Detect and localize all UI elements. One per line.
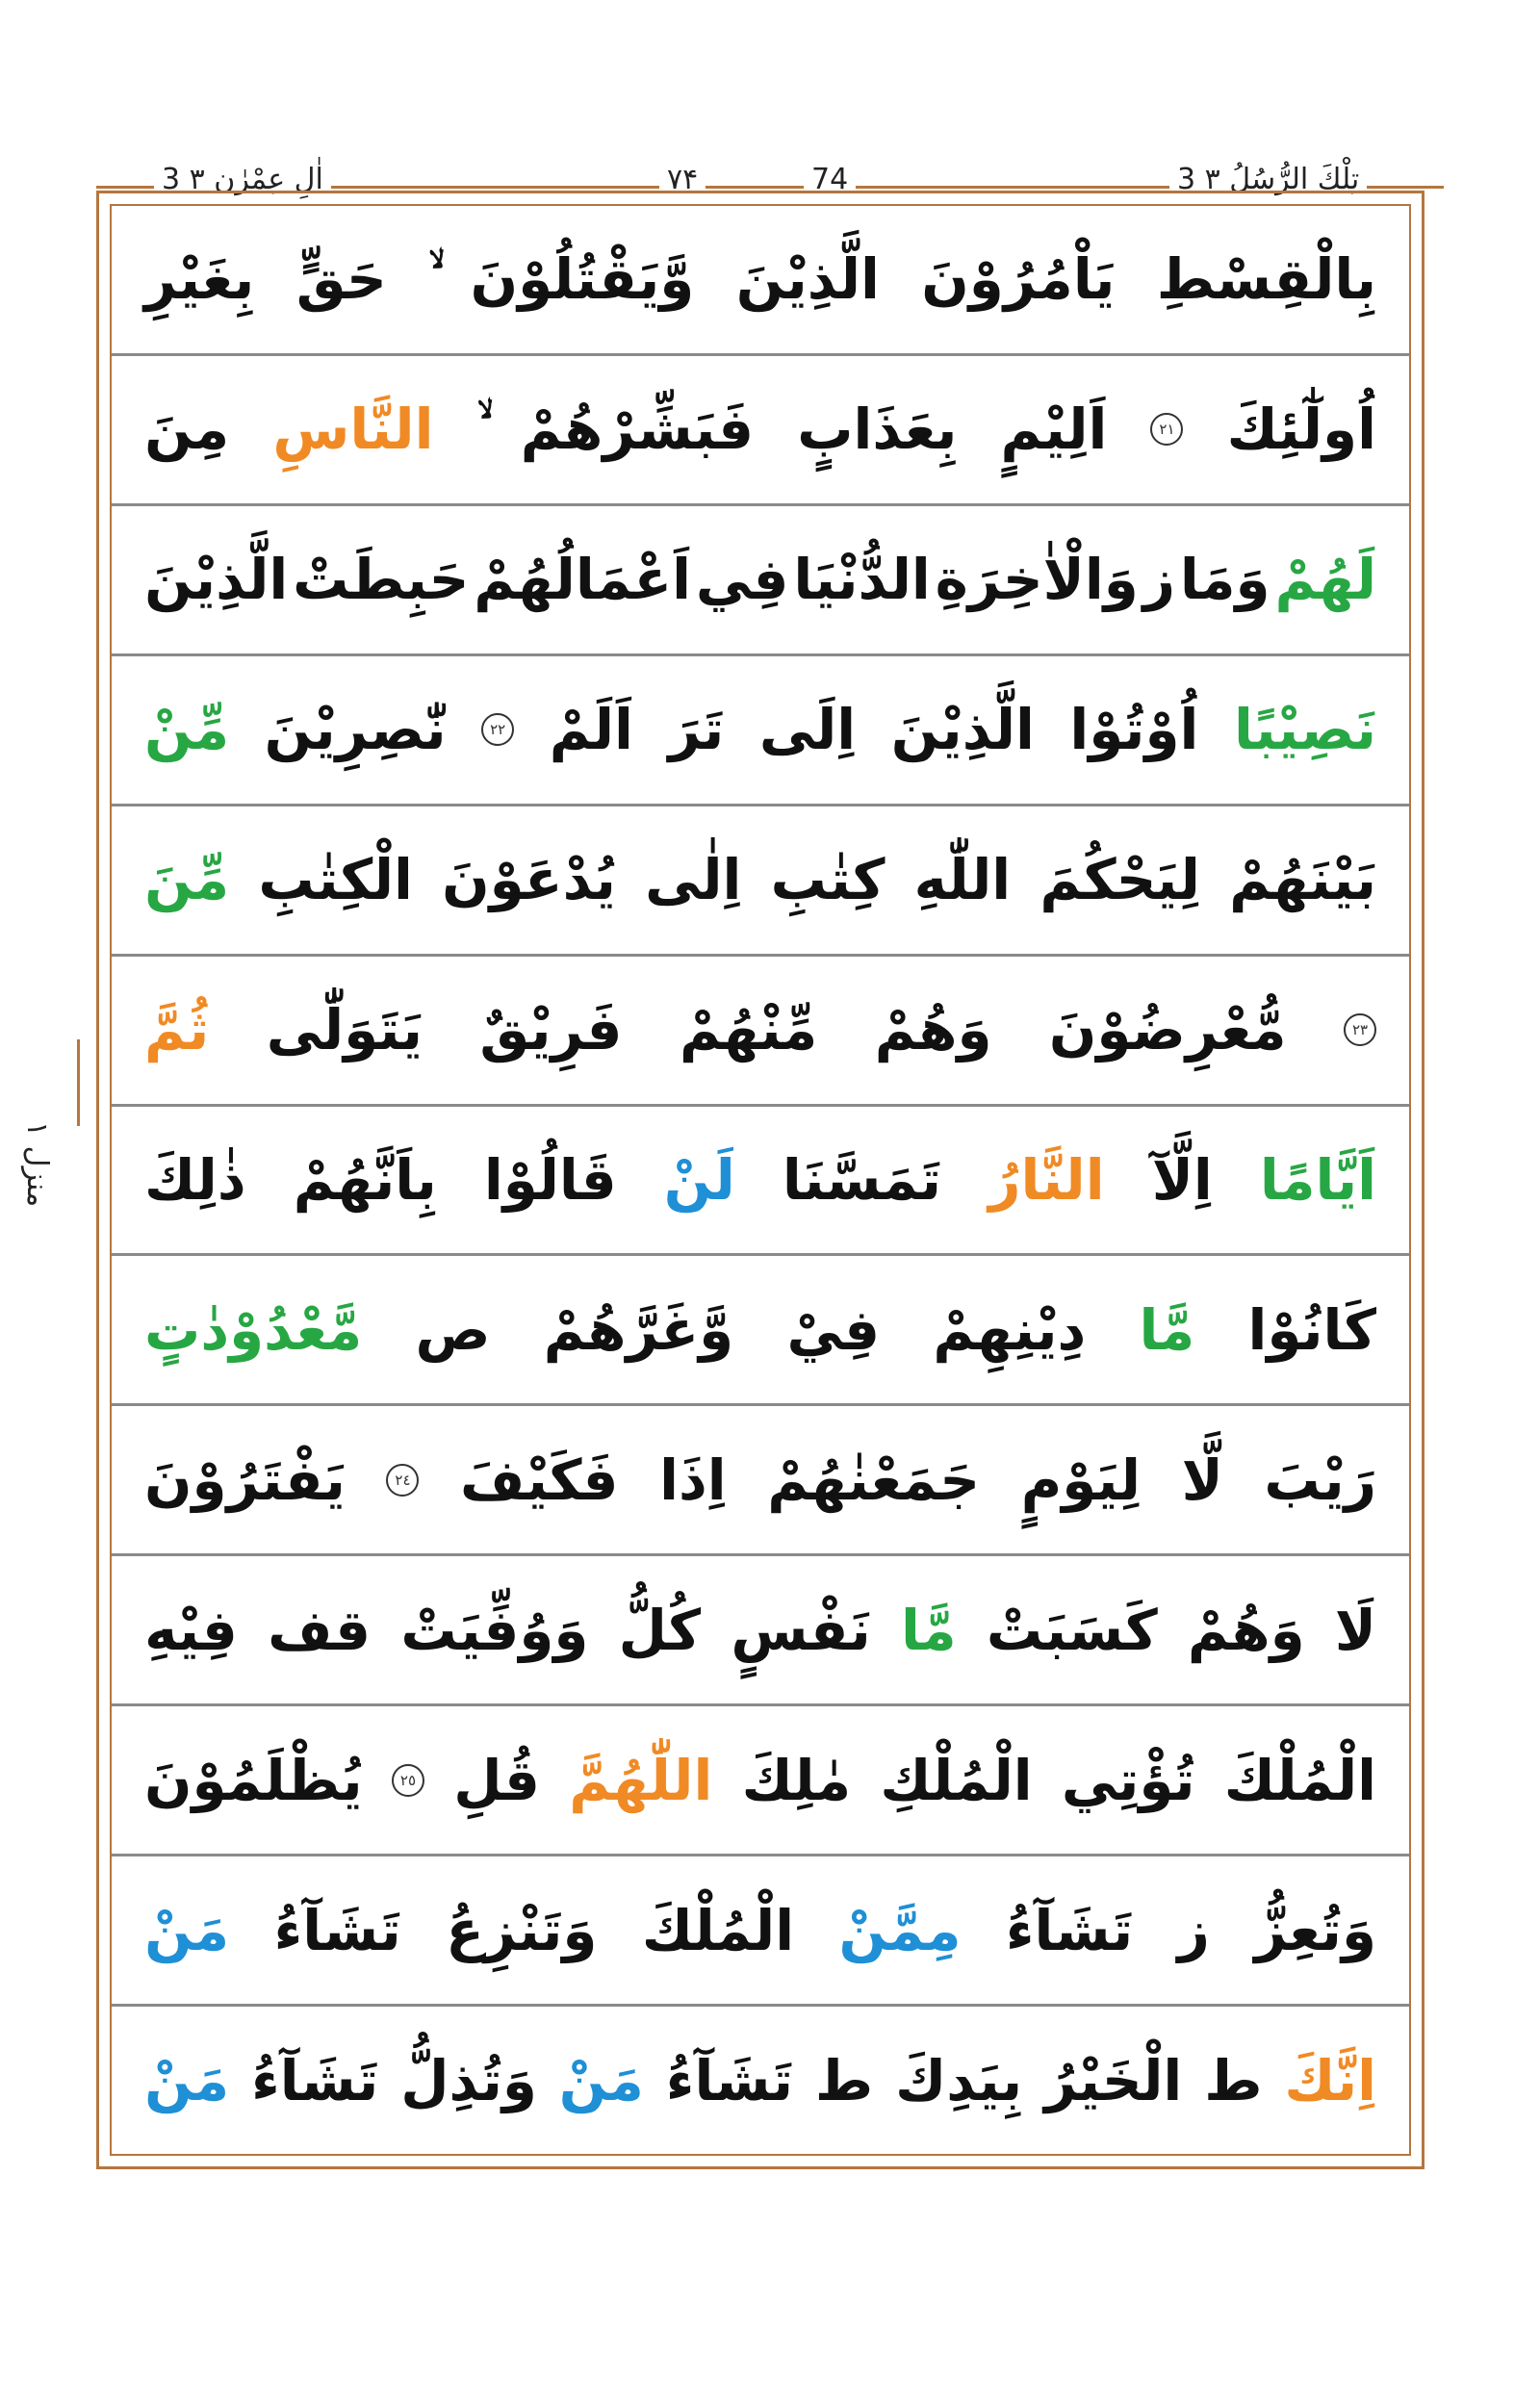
word: الدُّنْيَا	[793, 547, 931, 613]
word: ط	[814, 2047, 874, 2113]
word: الَّذِيْنَ	[735, 246, 880, 313]
word: وَالْاٰخِرَةِ	[935, 547, 1139, 613]
word: مٰلِكَ	[741, 1747, 852, 1813]
verse-lines	[112, 206, 1409, 2154]
word: فِيْهِ	[144, 1597, 238, 1663]
word: قَالُوْا	[483, 1146, 617, 1213]
word: ز	[1142, 547, 1176, 613]
word: وَهُمْ	[874, 997, 992, 1063]
word: كَسَبَتْ	[986, 1597, 1158, 1663]
word: مَنْ	[558, 2047, 644, 2113]
word: اِنَّكَ	[1284, 2047, 1376, 2113]
word: تَرَ	[668, 697, 725, 763]
word: تَشَآءُ	[665, 2047, 794, 2113]
verse-line	[112, 2007, 1409, 2154]
word: وَتُذِلُّ	[400, 2047, 537, 2113]
word: مَّا	[901, 1597, 957, 1663]
word: اِلٰى	[645, 847, 742, 913]
verse-line	[112, 506, 1409, 656]
word: لِيَوْمٍ	[1020, 1447, 1142, 1513]
ayah-number-marker: ٢١	[1150, 413, 1183, 446]
word: بِعَذَابٍ	[797, 397, 958, 463]
verse-line	[112, 1556, 1409, 1706]
word: مَنْ	[144, 2047, 230, 2113]
word: بِيَدِكَ	[895, 2047, 1023, 2113]
word: نَصِيْبًا	[1233, 697, 1376, 763]
word: تَشَآءُ	[273, 1897, 401, 1963]
word: لِيَحْكُمَ	[1040, 847, 1200, 913]
word: الْمُلْكَ	[641, 1897, 795, 1963]
word: فَكَيْفَ	[460, 1447, 619, 1513]
word: بِالْقِسْطِ	[1156, 246, 1376, 313]
word: تَشَآءُ	[251, 2047, 379, 2113]
word: اَيَّامًا	[1259, 1146, 1376, 1213]
word: النَّارُ	[988, 1146, 1105, 1213]
word: الَّذِيْنَ	[890, 697, 1035, 763]
word: مِّنْ	[144, 697, 230, 763]
word: الْمُلْكِ	[880, 1747, 1033, 1813]
word: بِغَيْرِ	[144, 246, 255, 313]
word: كَانُوْا	[1247, 1296, 1376, 1363]
word: اَعْمَالُهُمْ	[474, 547, 691, 613]
verse-line	[112, 1406, 1409, 1556]
word: حَقٍّ	[295, 246, 387, 313]
word: وَتَنْزِعُ	[446, 1897, 598, 1963]
word: حَبِطَتْ	[293, 547, 470, 613]
word: رَيْبَ	[1264, 1447, 1376, 1513]
word: اُوْتُوْا	[1069, 697, 1199, 763]
word: يَفْتَرُوْنَ	[144, 1447, 346, 1513]
word: وَهُمْ	[1187, 1597, 1305, 1663]
word: مَّا	[1139, 1296, 1195, 1363]
verse-line	[112, 1256, 1409, 1406]
manzil-label: منزل ١	[20, 1121, 54, 1208]
word: اللّٰهِ	[913, 847, 1012, 913]
word: كِتٰبِ	[770, 847, 886, 913]
word: يَاْمُرُوْنَ	[921, 246, 1116, 313]
word: كُلُّ	[618, 1597, 702, 1663]
word: تَشَآءُ	[1005, 1897, 1134, 1963]
ayah-number-marker: ٢٤	[386, 1464, 419, 1497]
word: تَمَسَّنَا	[782, 1146, 941, 1213]
word: لَهُمْ	[1274, 547, 1376, 613]
verse-line	[112, 806, 1409, 957]
ayah-number-marker: ٢٢	[481, 713, 514, 746]
word: وَوُفِّيَتْ	[400, 1597, 589, 1663]
ayah-number-marker: ٢٣	[1344, 1013, 1376, 1046]
word: مِّنَ	[144, 847, 230, 913]
word: مُّعْرِضُوْنَ	[1048, 997, 1287, 1063]
word: فَبَشِّرْهُمْ	[520, 397, 755, 463]
word: مِّنْهُمْ	[679, 997, 818, 1063]
word: ص	[415, 1296, 491, 1363]
word: اَلَمْ	[549, 697, 633, 763]
word: مَّعْدُوْدٰتٍ	[144, 1296, 363, 1363]
word: قف	[268, 1597, 372, 1663]
word: ز	[1177, 1897, 1210, 1963]
word: فِي	[695, 547, 789, 613]
word: لَا	[1334, 1597, 1376, 1663]
word: تُؤْتِي	[1061, 1747, 1195, 1813]
page-number-arabic: ۷۴	[659, 163, 706, 196]
word: مِنَ	[144, 397, 230, 463]
word: لَنْ	[663, 1146, 735, 1213]
word: ثُمَّ	[144, 997, 210, 1063]
word: بِاَنَّهُمْ	[293, 1146, 437, 1213]
word: قُلِ	[453, 1747, 540, 1813]
word: يَتَوَلّٰى	[266, 997, 423, 1063]
word: جَمَعْنٰهُمْ	[767, 1447, 981, 1513]
word: اَلِيْمٍ	[1000, 397, 1108, 463]
word: بَيْنَهُمْ	[1229, 847, 1376, 913]
word: ط	[1204, 2047, 1263, 2113]
word: دِيْنِهِمْ	[933, 1296, 1087, 1363]
word: وَّيَقْتُلُوْنَ	[470, 246, 695, 313]
word: وَمَا	[1179, 547, 1270, 613]
word: اِلَى	[758, 697, 857, 763]
manzil-rule	[77, 1039, 80, 1126]
word: لَّا	[1181, 1447, 1223, 1513]
word: الْخَيْرُ	[1044, 2047, 1183, 2113]
word: وَّغَرَّهُمْ	[543, 1296, 734, 1363]
word: يُظْلَمُوْنَ	[144, 1747, 363, 1813]
verse-line	[112, 1706, 1409, 1856]
word: الْكِتٰبِ	[258, 847, 413, 913]
verse-line	[112, 1107, 1409, 1257]
word: نَفْسٍ	[731, 1597, 871, 1663]
page-number: 74	[804, 163, 856, 196]
juz-name-label: 3 تِلْكَ الرُّسُلُ ۳	[1169, 163, 1367, 196]
word: فِيْ	[786, 1296, 881, 1363]
verse-line	[112, 206, 1409, 356]
word: الْمُلْكَ	[1223, 1747, 1376, 1813]
verse-line	[112, 1856, 1409, 2007]
verse-line	[112, 356, 1409, 506]
word: مَنْ	[144, 1897, 230, 1963]
word: اِلَّآ	[1151, 1146, 1213, 1213]
word: اللّٰهُمَّ	[569, 1747, 713, 1813]
surah-name-label: 3 اٰلِ عِمْرٰن ۳	[154, 163, 331, 196]
word: اِذَا	[659, 1447, 727, 1513]
ayah-number-marker: ٢٥	[392, 1764, 424, 1797]
word: ذٰلِكَ	[144, 1146, 246, 1213]
word: يُدْعَوْنَ	[442, 847, 616, 913]
word: نّٰصِرِيْنَ	[264, 697, 447, 763]
verse-line	[112, 957, 1409, 1107]
verse-line	[112, 656, 1409, 806]
word: فَرِيْقٌ	[479, 997, 623, 1063]
word: وَتُعِزُّ	[1254, 1897, 1376, 1963]
word: الَّذِيْنَ	[144, 547, 289, 613]
word: مِمَّنْ	[838, 1897, 962, 1963]
word: النَّاسِ	[272, 397, 434, 463]
word: اُولٰٓئِكَ	[1226, 397, 1376, 463]
